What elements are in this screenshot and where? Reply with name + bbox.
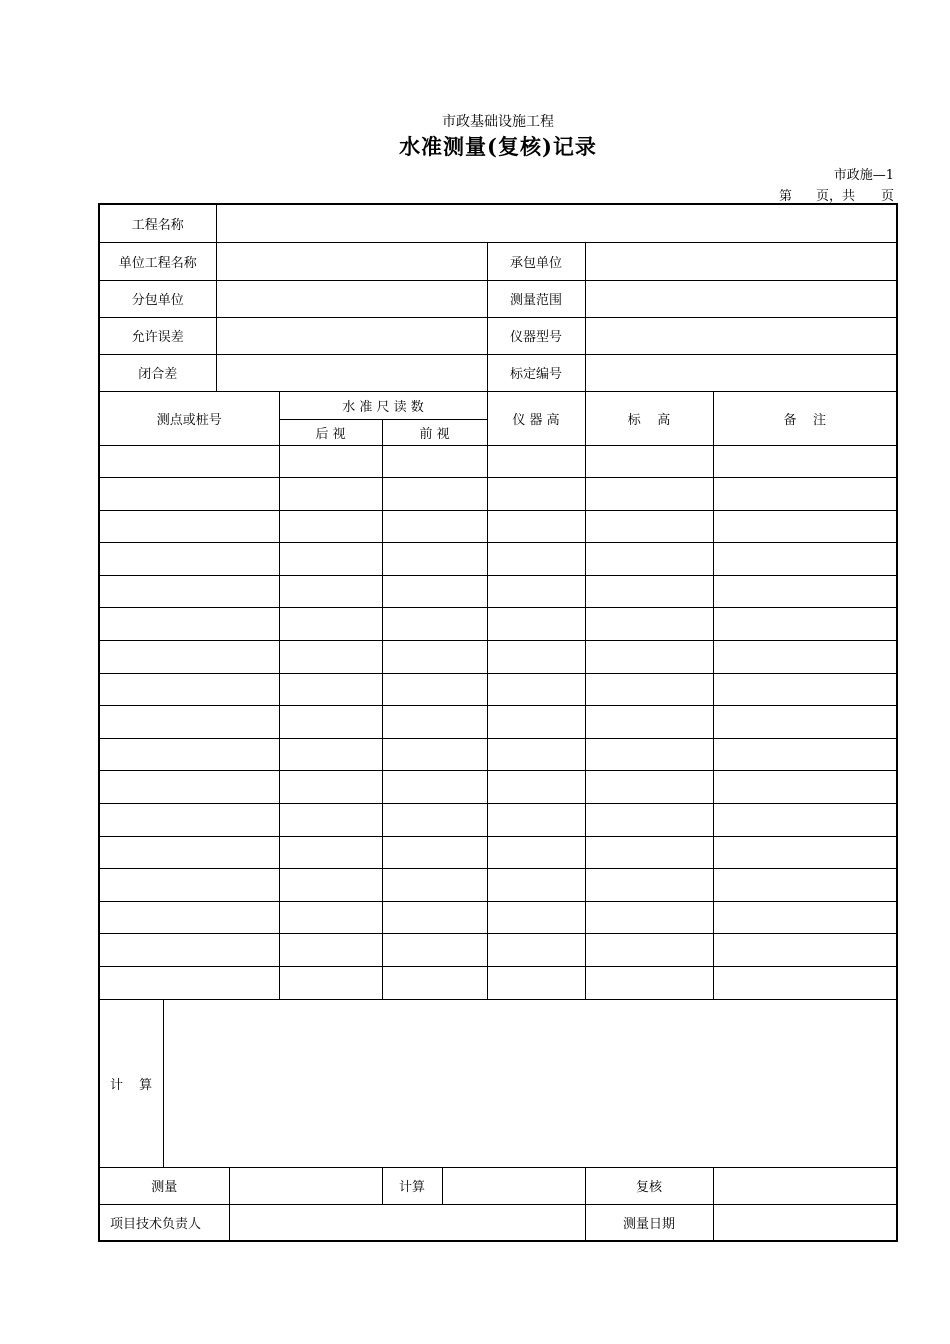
row-project-name [99, 204, 897, 242]
field-contractor[interactable] [585, 242, 897, 280]
cell-remarks[interactable] [713, 738, 897, 771]
col-header-instrument-height: 仪 器 高 [487, 391, 585, 445]
page-label-ye: 页 [880, 189, 894, 204]
label-allowed-error: 允许误差 [99, 317, 216, 354]
table-row [99, 836, 897, 869]
cell-elevation[interactable] [585, 543, 713, 576]
cell-remarks[interactable] [713, 706, 897, 739]
cell-instrument-height[interactable] [487, 706, 585, 739]
cell-foresight[interactable] [382, 478, 487, 511]
cell-foresight[interactable] [382, 641, 487, 674]
cell-instrument-height[interactable] [487, 641, 585, 674]
cell-backsight[interactable] [279, 804, 382, 837]
cell-instrument-height[interactable] [487, 804, 585, 837]
label-tech-lead: 项目技术负责人 [99, 1204, 229, 1241]
col-header-foresight: 前 视 [382, 419, 487, 445]
table-row [99, 510, 897, 543]
cell-elevation[interactable] [585, 804, 713, 837]
cell-instrument-height[interactable] [487, 608, 585, 641]
cell-elevation[interactable] [585, 901, 713, 934]
field-closure-error[interactable] [216, 354, 487, 391]
cell-elevation[interactable] [585, 934, 713, 967]
cell-point[interactable] [99, 738, 279, 771]
col-header-remarks: 备 注 [713, 391, 897, 445]
cell-backsight[interactable] [279, 869, 382, 902]
calc-label: 计 算 [99, 999, 163, 1167]
cell-backsight[interactable] [279, 575, 382, 608]
field-project-name[interactable] [216, 204, 897, 242]
form-code: 市政施—1 [833, 168, 894, 183]
cell-instrument-height[interactable] [487, 836, 585, 869]
cell-backsight[interactable] [279, 706, 382, 739]
page-title: 水准测量(复核)记录 [399, 134, 597, 159]
record-form-table [98, 203, 898, 1242]
cell-instrument-height[interactable] [487, 967, 585, 1000]
cell-foresight[interactable] [382, 706, 487, 739]
cell-instrument-height[interactable] [487, 478, 585, 511]
field-calc[interactable] [163, 999, 897, 1167]
cell-backsight[interactable] [279, 478, 382, 511]
cell-remarks[interactable] [713, 608, 897, 641]
label-measure: 测量 [99, 1167, 229, 1204]
cell-elevation[interactable] [585, 673, 713, 706]
page-label-ye-comma: 页，共 [815, 189, 855, 204]
cell-foresight[interactable] [382, 967, 487, 1000]
table-row [99, 575, 897, 608]
cell-remarks[interactable] [713, 543, 897, 576]
cell-foresight[interactable] [382, 575, 487, 608]
cell-instrument-height[interactable] [487, 738, 585, 771]
table-row [99, 967, 897, 1000]
field-measure[interactable] [229, 1167, 382, 1204]
field-calculate[interactable] [442, 1167, 585, 1204]
cell-point[interactable] [99, 641, 279, 674]
cell-foresight[interactable] [382, 673, 487, 706]
field-recheck[interactable] [713, 1167, 897, 1204]
cell-foresight[interactable] [382, 901, 487, 934]
cell-backsight[interactable] [279, 641, 382, 674]
table-row [99, 771, 897, 804]
calc-row [99, 999, 897, 1167]
cell-elevation[interactable] [585, 641, 713, 674]
cell-backsight[interactable] [279, 445, 382, 478]
table-row [99, 641, 897, 674]
cell-point[interactable] [99, 771, 279, 804]
row-unit-project [99, 242, 897, 280]
cell-backsight[interactable] [279, 836, 382, 869]
field-subcontractor[interactable] [216, 280, 487, 317]
cell-point[interactable] [99, 478, 279, 511]
field-tech-lead[interactable] [229, 1204, 585, 1241]
cell-instrument-height[interactable] [487, 901, 585, 934]
table-row [99, 478, 897, 511]
cell-backsight[interactable] [279, 901, 382, 934]
cell-elevation[interactable] [585, 738, 713, 771]
cell-remarks[interactable] [713, 869, 897, 902]
cell-point[interactable] [99, 575, 279, 608]
cell-instrument-height[interactable] [487, 771, 585, 804]
cell-foresight[interactable] [382, 510, 487, 543]
cell-backsight[interactable] [279, 510, 382, 543]
label-unit-project-name: 单位工程名称 [99, 242, 216, 280]
label-closure-error: 闭合差 [99, 354, 216, 391]
field-unit-project-name[interactable] [216, 242, 487, 280]
cell-elevation[interactable] [585, 510, 713, 543]
cell-remarks[interactable] [713, 445, 897, 478]
label-instrument-model: 仪器型号 [487, 317, 585, 354]
cell-instrument-height[interactable] [487, 510, 585, 543]
cell-elevation[interactable] [585, 869, 713, 902]
field-calibration-no[interactable] [585, 354, 897, 391]
table-row [99, 738, 897, 771]
cell-foresight[interactable] [382, 836, 487, 869]
col-header-point: 测点或桩号 [99, 391, 279, 445]
data-rows [99, 445, 897, 999]
label-calibration-no: 标定编号 [487, 354, 585, 391]
cell-remarks[interactable] [713, 673, 897, 706]
cell-instrument-height[interactable] [487, 575, 585, 608]
cell-point[interactable] [99, 836, 279, 869]
table-row [99, 934, 897, 967]
subtitle: 市政基础设施工程 [442, 114, 554, 130]
cell-backsight[interactable] [279, 771, 382, 804]
col-header-backsight: 后 视 [279, 419, 382, 445]
cell-elevation[interactable] [585, 478, 713, 511]
cell-backsight[interactable] [279, 543, 382, 576]
column-header-row-1 [99, 391, 897, 419]
cell-remarks[interactable] [713, 934, 897, 967]
cell-foresight[interactable] [382, 771, 487, 804]
table-row [99, 543, 897, 576]
cell-foresight[interactable] [382, 934, 487, 967]
sign-row [99, 1167, 897, 1204]
row-allowed-error [99, 317, 897, 354]
cell-instrument-height[interactable] [487, 445, 585, 478]
field-survey-range[interactable] [585, 280, 897, 317]
label-contractor: 承包单位 [487, 242, 585, 280]
cell-instrument-height[interactable] [487, 934, 585, 967]
cell-remarks[interactable] [713, 967, 897, 1000]
cell-backsight[interactable] [279, 738, 382, 771]
table-row [99, 445, 897, 478]
cell-point[interactable] [99, 934, 279, 967]
cell-elevation[interactable] [585, 608, 713, 641]
cell-elevation[interactable] [585, 836, 713, 869]
cell-elevation[interactable] [585, 706, 713, 739]
cell-remarks[interactable] [713, 478, 897, 511]
label-survey-range: 测量范围 [487, 280, 585, 317]
row-subcontractor [99, 280, 897, 317]
cell-point[interactable] [99, 804, 279, 837]
cell-remarks[interactable] [713, 836, 897, 869]
row-closure-error [99, 354, 897, 391]
cell-foresight[interactable] [382, 543, 487, 576]
table-row [99, 869, 897, 902]
label-project-name: 工程名称 [99, 204, 216, 242]
field-instrument-model[interactable] [585, 317, 897, 354]
table-row [99, 608, 897, 641]
page-number-line [779, 185, 894, 204]
col-header-elevation: 标 高 [585, 391, 713, 445]
table-row [99, 804, 897, 837]
cell-point[interactable] [99, 673, 279, 706]
cell-point[interactable] [99, 445, 279, 478]
label-recheck: 复核 [585, 1167, 713, 1204]
cell-remarks[interactable] [713, 901, 897, 934]
table-row [99, 901, 897, 934]
cell-backsight[interactable] [279, 967, 382, 1000]
cell-remarks[interactable] [713, 771, 897, 804]
cell-foresight[interactable] [382, 738, 487, 771]
label-calculate: 计算 [382, 1167, 442, 1204]
cell-remarks[interactable] [713, 641, 897, 674]
tech-lead-row [99, 1204, 897, 1241]
field-measure-date[interactable] [713, 1204, 897, 1241]
cell-elevation[interactable] [585, 771, 713, 804]
cell-backsight[interactable] [279, 934, 382, 967]
cell-point[interactable] [99, 510, 279, 543]
cell-remarks[interactable] [713, 510, 897, 543]
cell-foresight[interactable] [382, 804, 487, 837]
cell-elevation[interactable] [585, 445, 713, 478]
cell-foresight[interactable] [382, 608, 487, 641]
cell-point[interactable] [99, 608, 279, 641]
cell-foresight[interactable] [382, 445, 487, 478]
cell-point[interactable] [99, 543, 279, 576]
table-row [99, 673, 897, 706]
cell-point[interactable] [99, 706, 279, 739]
cell-elevation[interactable] [585, 967, 713, 1000]
cell-backsight[interactable] [279, 608, 382, 641]
label-subcontractor: 分包单位 [99, 280, 216, 317]
cell-instrument-height[interactable] [487, 673, 585, 706]
cell-remarks[interactable] [713, 804, 897, 837]
field-allowed-error[interactable] [216, 317, 487, 354]
cell-foresight[interactable] [382, 869, 487, 902]
cell-point[interactable] [99, 869, 279, 902]
cell-remarks[interactable] [713, 575, 897, 608]
cell-instrument-height[interactable] [487, 543, 585, 576]
cell-point[interactable] [99, 967, 279, 1000]
cell-elevation[interactable] [585, 575, 713, 608]
label-measure-date: 测量日期 [585, 1204, 713, 1241]
table-row [99, 706, 897, 739]
cell-instrument-height[interactable] [487, 869, 585, 902]
cell-backsight[interactable] [279, 673, 382, 706]
cell-point[interactable] [99, 901, 279, 934]
col-header-staff-reading: 水 准 尺 读 数 [279, 391, 487, 419]
page-label-di: 第 [778, 189, 792, 204]
